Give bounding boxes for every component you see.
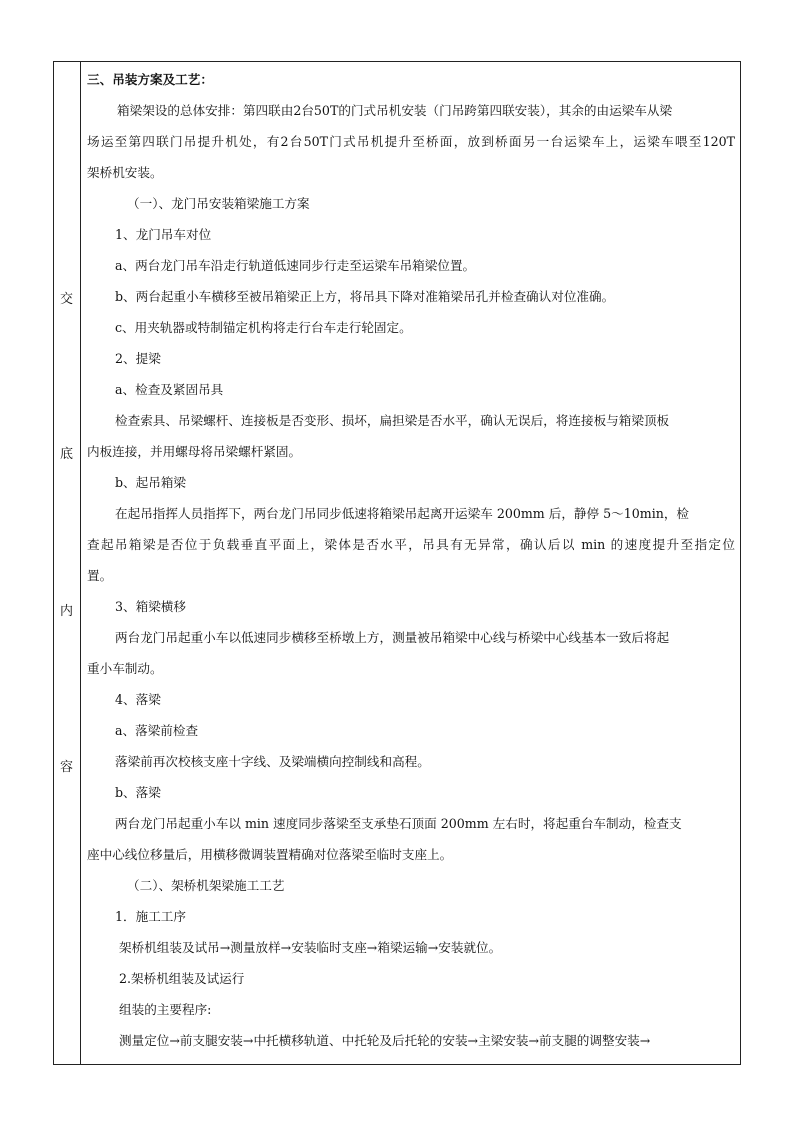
paragraph-line: 置。	[87, 568, 113, 583]
paragraph-line: 架桥机组装及试吊→测量放样→安装临时支座→箱梁运输→安装就位。	[119, 940, 502, 955]
paragraph-line: b、落梁	[115, 785, 161, 800]
step-heading: 4、落梁	[115, 692, 161, 707]
paragraph-line: b、两台起重小车横移至被吊箱梁正上方，将吊具下降对准箱梁吊孔并检查确认对位准确。	[115, 289, 615, 304]
step-heading: 2.架桥机组装及试运行	[119, 971, 245, 986]
column-divider	[80, 61, 81, 1065]
paragraph-line: 组装的主要程序:	[119, 1002, 212, 1017]
paragraph-line: 在起吊指挥人员指挥下，两台龙门吊同步低速将箱梁吊起离开运梁车 200mm 后，静停 5～10min，检	[115, 506, 690, 521]
paragraph-line: 座中心线位移量后，用横移微调装置精确对位落梁至临时支座上。	[87, 847, 453, 862]
paragraph-line: a、检查及紧固吊具	[115, 382, 224, 397]
step-heading: 2、提梁	[115, 351, 161, 366]
paragraph-line: 内板连接，并用螺母将吊梁螺杆紧固。	[87, 444, 302, 459]
paragraph-line: c、用夹轨器或特制锚定机构将走行台车走行轮固定。	[115, 320, 412, 335]
paragraph-line: 测量定位→前支腿安装→中托横移轨道、中托轮及后托轮的安装→主梁安装→前支腿的调整安装→	[119, 1033, 651, 1048]
subsection-heading: （一）、龙门吊安装箱梁施工方案	[127, 196, 310, 211]
paragraph-line: 架桥机安装。	[87, 165, 163, 180]
side-label-char: 底	[59, 447, 73, 462]
paragraph-line: 查起吊箱梁是否位于负载垂直平面上，梁体是否水平，吊具有无异常，确认后以 min 的速度提升至指定位	[87, 537, 735, 552]
paragraph-line: 箱梁架设的总体安排：第四联由2台50T的门式吊机安装（门吊跨第四联安装），其余的由运梁车从梁	[117, 103, 673, 118]
subsection-heading: （二）、架桥机架梁施工工艺	[127, 878, 285, 893]
section-heading: 三、吊装方案及工艺：	[87, 72, 213, 87]
paragraph-line: 场运至第四联门吊提升机处，有2台50T门式吊机提升至桥面，放到桥面另一台运梁车上，运梁车喂至120T	[87, 134, 735, 149]
paragraph-line: 重小车制动。	[87, 661, 163, 676]
paragraph-line: a、两台龙门吊车沿走行轨道低速同步行走至运梁车吊箱梁位置。	[115, 258, 476, 273]
paragraph-line: 落梁前再次校核支座十字线、及梁端横向控制线和高程。	[115, 754, 430, 769]
paragraph-line: 检查索具、吊梁螺杆、连接板是否变形、损坏，扁担梁是否水平，确认无误后，将连接板与箱梁顶板	[115, 413, 670, 428]
paragraph-line: a、落梁前检查	[115, 723, 199, 738]
step-heading: 1．施工工序	[115, 909, 186, 924]
side-label-char: 容	[59, 760, 73, 775]
side-label-char: 交	[59, 292, 73, 307]
paragraph-line: 两台龙门吊起重小车以 min 速度同步落梁至支承垫石顶面 200mm 左右时，将起重台车制动，检查支	[115, 816, 682, 831]
paragraph-line: 两台龙门吊起重小车以低速同步横移至桥墩上方，测量被吊箱梁中心线与桥梁中心线基本一致后将起	[115, 630, 670, 645]
document-body	[87, 64, 735, 1056]
side-label-char: 内	[59, 604, 73, 619]
step-heading: 1、龙门吊车对位	[115, 227, 212, 242]
step-heading: 3、箱梁横移	[115, 599, 186, 614]
paragraph-line: b、起吊箱梁	[115, 475, 187, 490]
